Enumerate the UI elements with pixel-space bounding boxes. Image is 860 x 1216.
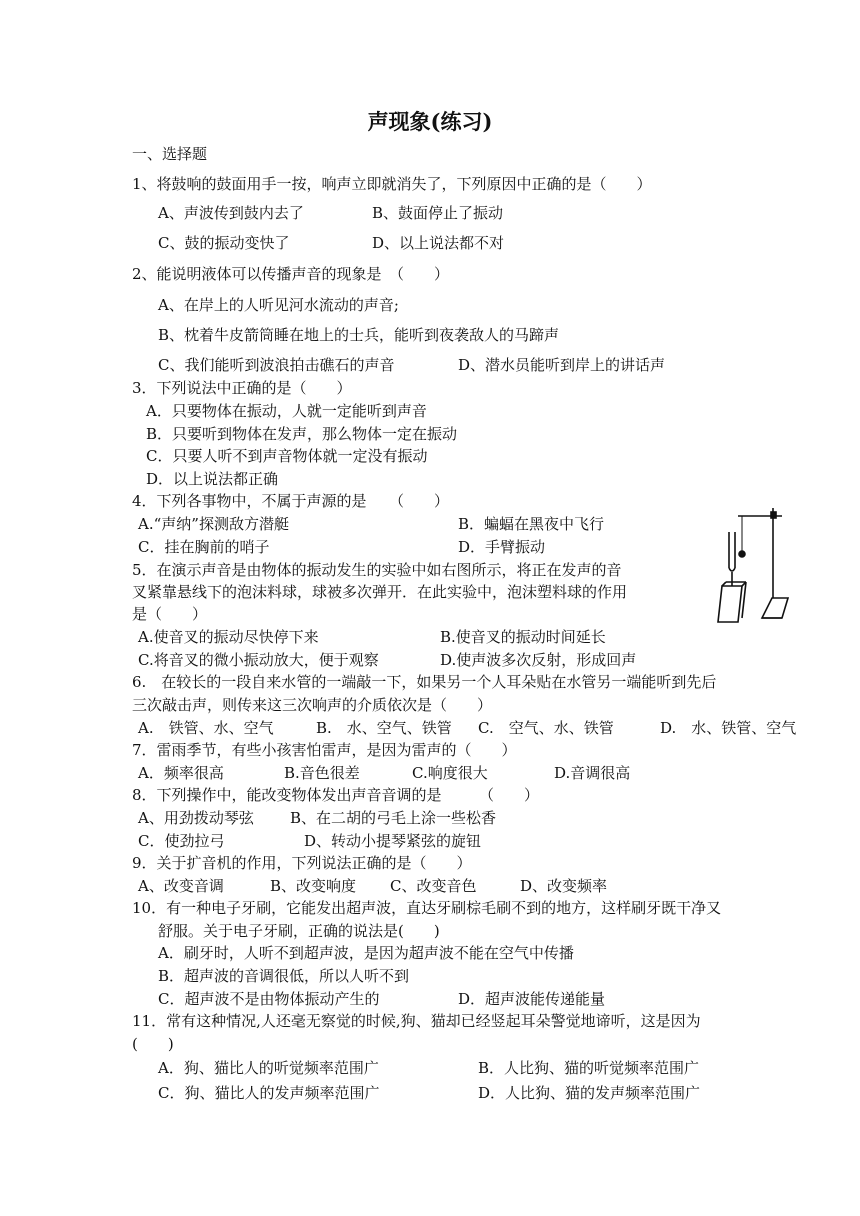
question-5-line-2: 叉紧靠悬线下的泡沫料球，球被多次弹开．在此实验中，泡沫塑料球的作用 (132, 583, 628, 601)
q5-option-c: C.将音叉的微小振动放大，便于观察 (138, 651, 379, 669)
q10-option-b: B．超声波的音调很低，所以人听不到 (158, 967, 410, 985)
page-title: 声现象(练习) (367, 109, 493, 134)
q6-option-a: A. 铁管、水、空气 (138, 719, 274, 737)
question-6-line-2: 三次敲击声，则传来这三次响声的介质依次是（ ） (132, 696, 493, 714)
question-10-line-2: 舒服。关于电子牙刷，正确的说法是( ) (158, 922, 440, 940)
q4-option-c: C．挂在胸前的哨子 (138, 538, 270, 556)
q8-option-d: D、转动小提琴紧弦的旋钮 (304, 832, 482, 850)
q2-option-d: D、潜水员能听到岸上的讲话声 (458, 356, 666, 374)
q7-option-c: C.响度很大 (412, 764, 488, 782)
question-10-line-1: 10．有一种电子牙刷，它能发出超声波，直达牙刷棕毛刷不到的地方，这样刷牙既干净又 (132, 899, 722, 917)
question-7: 7．雷雨季节，有些小孩害怕雷声，是因为雷声的（ ） (132, 741, 517, 759)
q1-option-a: A、声波传到鼓内去了 (158, 204, 304, 222)
question-11-line-1: 11．常有这种情况,人还毫无察觉的时候,狗、猫却已经竖起耳朵警觉地谛听，这是因为 (132, 1012, 701, 1030)
q2-option-c: C、我们能听到波浪拍击礁石的声音 (158, 356, 395, 374)
q11-option-a: A．狗、猫比人的听觉频率范围广 (158, 1059, 379, 1077)
question-11-line-2: ( ) (132, 1035, 174, 1053)
q1-option-b: B、鼓面停止了振动 (372, 204, 504, 222)
question-8: 8．下列操作中，能改变物体发出声音音调的是 （ ） (132, 786, 540, 804)
q7-option-a: A．频率很高 (138, 764, 224, 782)
question-6-line-1: 6. 在较长的一段自来水管的一端敲一下，如果另一个人耳朵贴在水管另一端能听到先后 (132, 673, 717, 691)
section-heading: 一、选择题 (132, 145, 208, 163)
q3-option-d: D．以上说法都正确 (146, 470, 279, 488)
q10-option-a: A．刷牙时，人听不到超声波，是因为超声波不能在空气中传播 (158, 944, 574, 962)
q4-option-a: A.“声纳”探测敌方潜艇 (138, 515, 289, 533)
q5-option-b: B.使音叉的振动时间延长 (440, 628, 606, 646)
question-5-line-3: 是（ ） (132, 605, 208, 623)
q6-option-c: C. 空气、水、铁管 (478, 719, 614, 737)
q10-option-c: C．超声波不是由物体振动产生的 (158, 990, 380, 1008)
question-1: 1、将鼓响的鼓面用手一按，响声立即就消失了，下列原因中正确的是（ ） (132, 175, 652, 193)
q11-option-b: B．人比狗、猫的听觉频率范围广 (478, 1059, 700, 1077)
q8-option-a: A、用劲拨动琴弦 (138, 809, 254, 827)
question-3: 3．下列说法中正确的是（ ） (132, 379, 352, 397)
q1-option-c: C、鼓的振动变快了 (158, 234, 290, 252)
q6-option-d: D. 水、铁管、空气 (660, 719, 797, 737)
q3-option-b: B．只要听到物体在发声，那么物体一定在振动 (146, 425, 458, 443)
q7-option-b: B.音色很差 (284, 764, 360, 782)
q3-option-a: A．只要物体在振动，人就一定能听到声音 (146, 402, 427, 420)
q8-option-c: C．使劲拉弓 (138, 832, 225, 850)
q4-option-d: D．手臂振动 (458, 538, 546, 556)
q5-option-a: A.使音叉的振动尽快停下来 (138, 628, 319, 646)
question-4: 4．下列各事物中，不属于声源的是 （ ） (132, 492, 450, 510)
question-9: 9．关于扩音机的作用，下列说法正确的是（ ） (132, 854, 472, 872)
q8-option-b: B、在二胡的弓毛上涂一些松香 (290, 809, 497, 827)
q7-option-d: D.音调很高 (554, 764, 631, 782)
q11-option-c: C．狗、猫比人的发声频率范围广 (158, 1084, 380, 1102)
q1-option-d: D、以上说法都不对 (372, 234, 505, 252)
q2-option-a: A、在岸上的人听见河水流动的声音; (158, 296, 399, 314)
q9-option-b: B、改变响度 (270, 877, 357, 895)
q11-option-d: D．人比狗、猫的发声频率范围广 (478, 1084, 701, 1102)
q9-option-a: A、改变音调 (138, 877, 224, 895)
question-2: 2、能说明液体可以传播声音的现象是 （ ） (132, 265, 450, 283)
q2-option-b: B、枕着牛皮箭筒睡在地上的士兵，能听到夜袭敌人的马蹄声 (158, 326, 560, 344)
q5-option-d: D.使声波多次反射，形成回声 (440, 651, 637, 669)
q9-option-d: D、改变频率 (520, 877, 608, 895)
q4-option-b: B．蝙蝠在黑夜中飞行 (458, 515, 605, 533)
tuning-fork-apparatus-figure (716, 506, 810, 634)
question-5-line-1: 5．在演示声音是由物体的振动发生的实验中如右图所示，将正在发声的音 (132, 561, 622, 579)
q9-option-c: C、改变音色 (390, 877, 477, 895)
q3-option-c: C．只要人听不到声音物体就一定没有振动 (146, 447, 428, 465)
q6-option-b: B. 水、空气、铁管 (316, 719, 452, 737)
q10-option-d: D．超声波能传递能量 (458, 990, 606, 1008)
